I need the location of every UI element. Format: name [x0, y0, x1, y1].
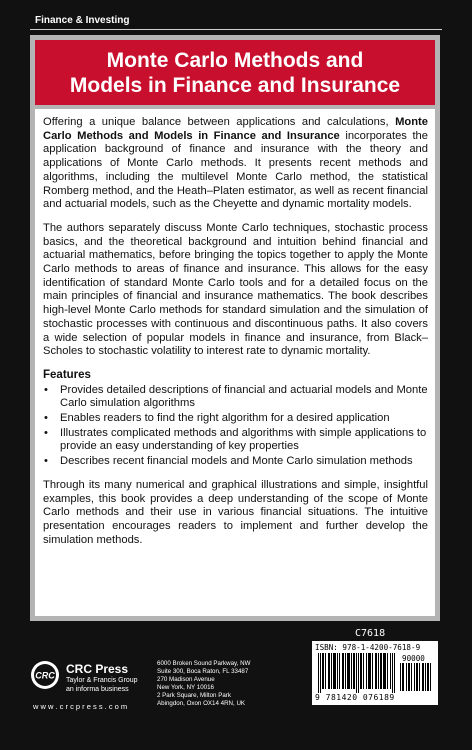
bullet: • [44, 383, 48, 396]
feature-text: Enables readers to find the right algorithm for a desired application [60, 412, 390, 425]
catalog-code: C7618 [355, 628, 386, 639]
feature-text: Illustrates complicated methods and algorithms with simple applications to provide an easy understanding of key properties [60, 426, 427, 453]
address-line: Suite 300, Boca Raton, FL 33487 [157, 667, 249, 675]
bullet: • [44, 455, 48, 468]
publisher-group: Taylor & Francis Group [66, 677, 138, 684]
feature-text: Provides detailed descriptions of financial and actuarial models and Monte Carlo simulation algorithms [60, 383, 428, 410]
title-box [35, 40, 435, 105]
para1-book-title: Monte Carlo Methods and Models in Finance and Insurance [43, 116, 428, 142]
address-line: 270 Madison Avenue [157, 676, 215, 684]
isbn-text: ISBN: 978-1-4200-7618-9 [315, 643, 421, 652]
book-title-line-1: Monte Carlo Methods and [106, 48, 364, 72]
address-abingdon [157, 692, 250, 707]
publisher-business: an informa business [66, 686, 129, 693]
feature-text: Describes recent financial models and Monte Carlo simulation methods [60, 455, 413, 468]
description-paragraph-1 [43, 116, 428, 212]
bullet: • [44, 412, 48, 425]
features-list [43, 384, 428, 469]
address-line: New York, NY 10016 [157, 683, 214, 691]
publisher-url: w w w . c r c p r e s s . c o m [33, 702, 128, 711]
address-new-york [157, 676, 250, 691]
description-panel [35, 109, 435, 616]
publisher-details [66, 676, 138, 694]
para1-rest: incorporates the application background of finance and insurance with the theory and applications of Monte Carlo methods. It presents recent methods and algorithms, including the multilevel Monte Carlo method, the statistical Romberg method, and the Heath–Platen estimator, as well as recent financial and actuarial models, such as the Cheyette and dynamic mortality models. [43, 129, 429, 211]
publisher-addresses [157, 660, 250, 709]
feature-item [43, 412, 428, 426]
top-rule [30, 29, 442, 30]
feature-item [43, 427, 428, 454]
logo-text: CRC [35, 670, 55, 681]
para1-intro: Offering a unique balance between applications and calculations, [43, 116, 396, 128]
barcode-box [312, 641, 438, 705]
description-paragraph-2: The authors separately discuss Monte Carlo techniques, stochastic process basics, and the theoretical background and intuition behind financial and actuarial mathematics, before bringing the topics together to apply the Monte Carlo methods to areas of finance and insurance. This allows for the easy identification of standard Monte Carlo tools and for a detailed focus on the main principles of financial and insurance mathematics. The book describes high-level Monte Carlo methods for standard simulation and the simulation of stochastic processes with continuous and discontinuous paths. It also covers a wide selection of popular models in finance and insurance, from Black–Scholes to stochastic volatility to interest rate to dynamic mortality. [43, 221, 428, 358]
description-paragraph-3: Through its many numerical and graphical illustrations and simple, insightful examples, this book provides a deep understanding of the scope of Monte Carlo methods and their use in various financial situations. The intuitive presentation encourages readers to implement and further develop the simulation methods. [43, 478, 428, 546]
barcode-icon [318, 653, 398, 693]
feature-item [43, 384, 428, 411]
feature-item [43, 455, 428, 469]
book-title-line-2: Models in Finance and Insurance [69, 73, 401, 97]
barcode-digits: 9 781420 076189 [315, 693, 395, 702]
publisher-name: CRC Press [66, 662, 129, 676]
features-heading: Features [43, 368, 91, 381]
bullet: • [44, 426, 48, 439]
crc-press-logo [30, 660, 60, 690]
price-code: 90000 [402, 654, 425, 663]
address-line: Abingdon, Oxon OX14 4RN, UK [157, 699, 246, 707]
address-line: 2 Park Square, Milton Park [157, 692, 231, 700]
category-label: Finance & Investing [35, 15, 130, 26]
address-line: 6000 Broken Sound Parkway, NW [157, 660, 251, 667]
price-barcode-icon [400, 663, 432, 691]
address-boca-raton [157, 660, 250, 675]
